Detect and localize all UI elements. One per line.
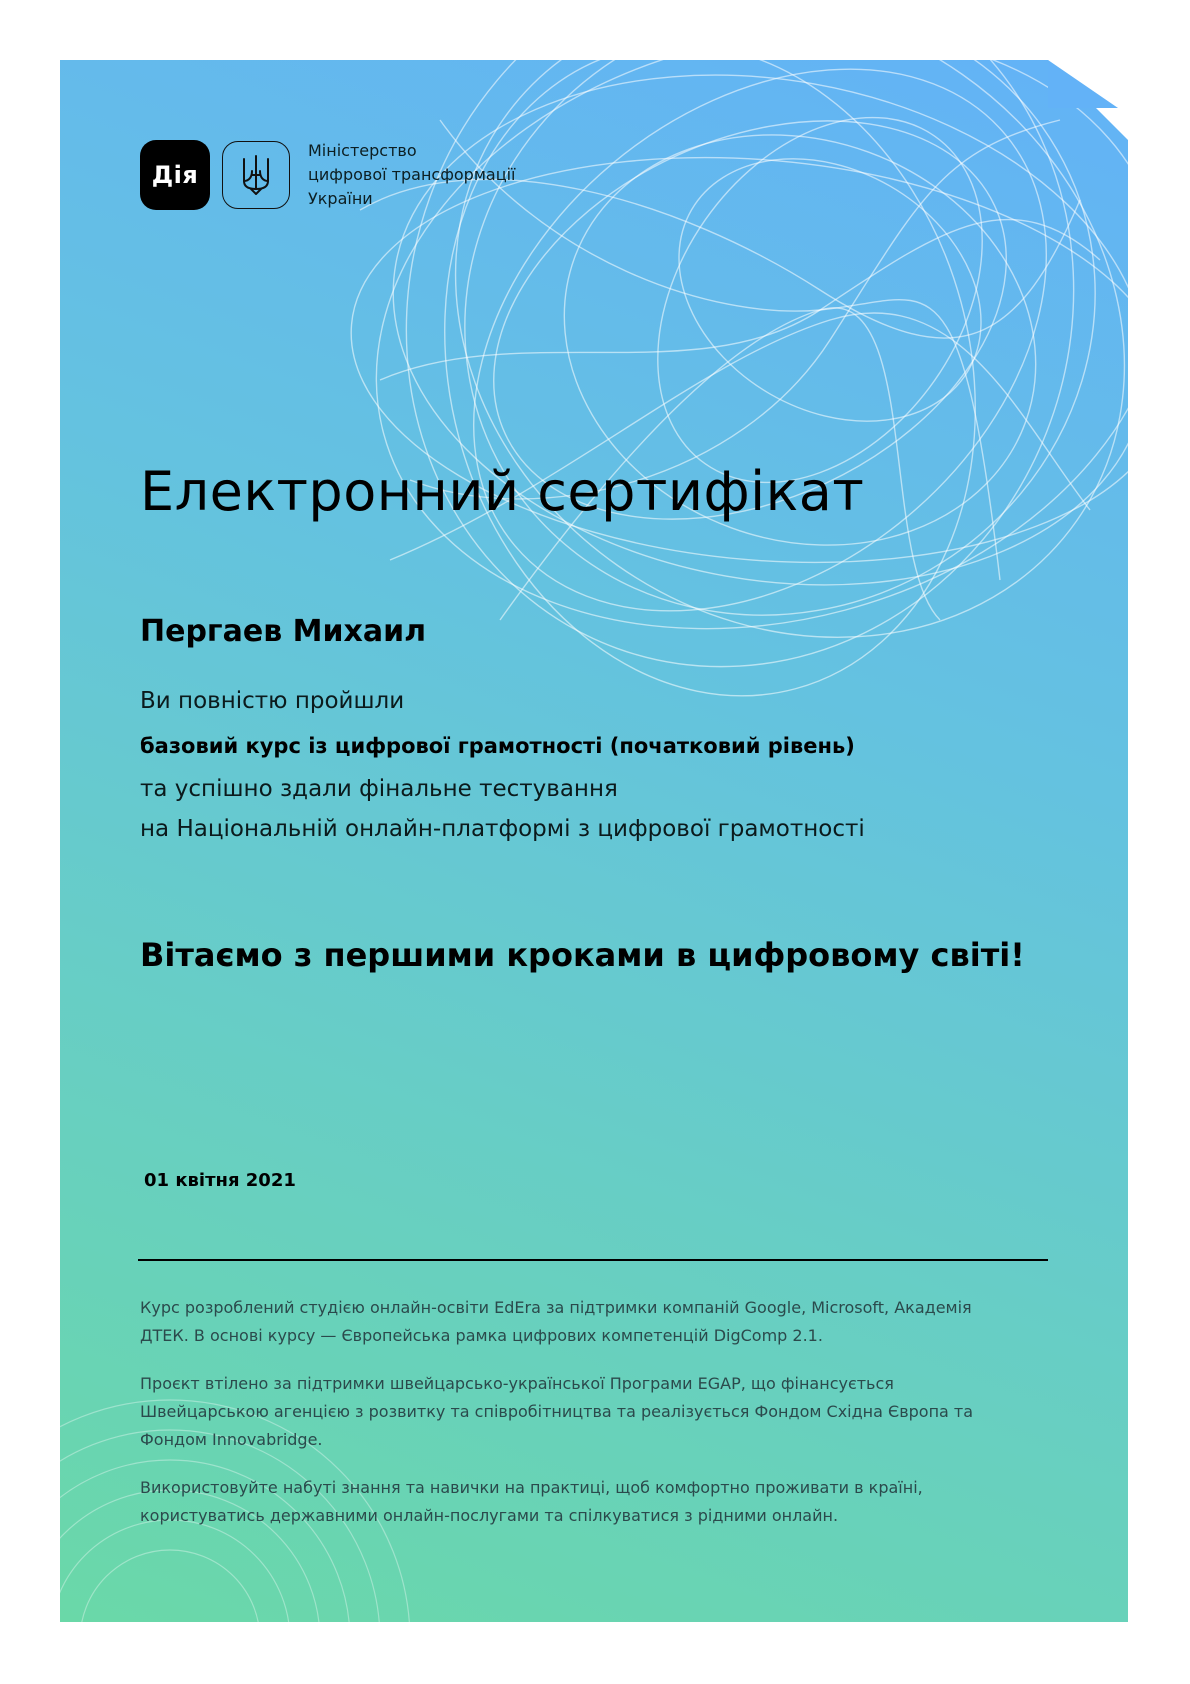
- course-name: базовий курс із цифрової грамотності (початковий рівень): [140, 734, 855, 758]
- header-logos: [140, 140, 515, 210]
- diia-logo: [140, 140, 210, 210]
- corner-fold-icon: [1048, 60, 1128, 140]
- footer-line: користуватись державними онлайн-послугами та спілкуватися з рідними онлайн.: [140, 1506, 839, 1525]
- platform-text: на Національній онлайн-платформі з цифрової грамотності: [140, 816, 865, 842]
- divider-line: [138, 1259, 1048, 1261]
- completion-text: Ви повністю пройшли: [140, 688, 405, 714]
- footer-usage-note: [140, 1474, 1052, 1530]
- test-passed-text: та успішно здали фінальне тестування: [140, 776, 618, 802]
- ministry-line: України: [308, 189, 373, 208]
- ministry-name: [308, 139, 515, 211]
- footer-line: Проєкт втілено за підтримки швейцарсько-української Програми EGAP, що фінансується: [140, 1374, 894, 1393]
- footer-line: ДТЕК. В основі курсу — Європейська рамка цифрових компетенцій DigComp 2.1.: [140, 1326, 823, 1345]
- ministry-line: цифрової трансформації: [308, 165, 516, 184]
- congratulations-text: Вітаємо з першими кроками в цифровому світі!: [140, 936, 1025, 974]
- trident-icon: [222, 141, 290, 209]
- ministry-line: Міністерство: [308, 141, 417, 160]
- issue-date: 01 квітня 2021: [144, 1170, 296, 1191]
- footer-line: Фондом Innovabridge.: [140, 1430, 323, 1449]
- diia-logo-text: Дія: [151, 161, 199, 189]
- footer-project-info: [140, 1370, 1052, 1454]
- certificate-page: [60, 60, 1128, 1622]
- certificate-title: Електронний сертифікат: [140, 460, 865, 523]
- footer-line: Використовуйте набуті знання та навички на практиці, щоб комфортно проживати в країні,: [140, 1478, 923, 1497]
- recipient-name: Пергаев Михаил: [140, 614, 427, 649]
- footer-line: Швейцарською агенцією з розвитку та співробітництва та реалізується Фондом Східна Європа та: [140, 1402, 974, 1421]
- footer-course-info: [140, 1294, 1052, 1350]
- footer-line: Курс розроблений студією онлайн-освіти EdEra за підтримки компаній Google, Microsoft, Академія: [140, 1298, 972, 1317]
